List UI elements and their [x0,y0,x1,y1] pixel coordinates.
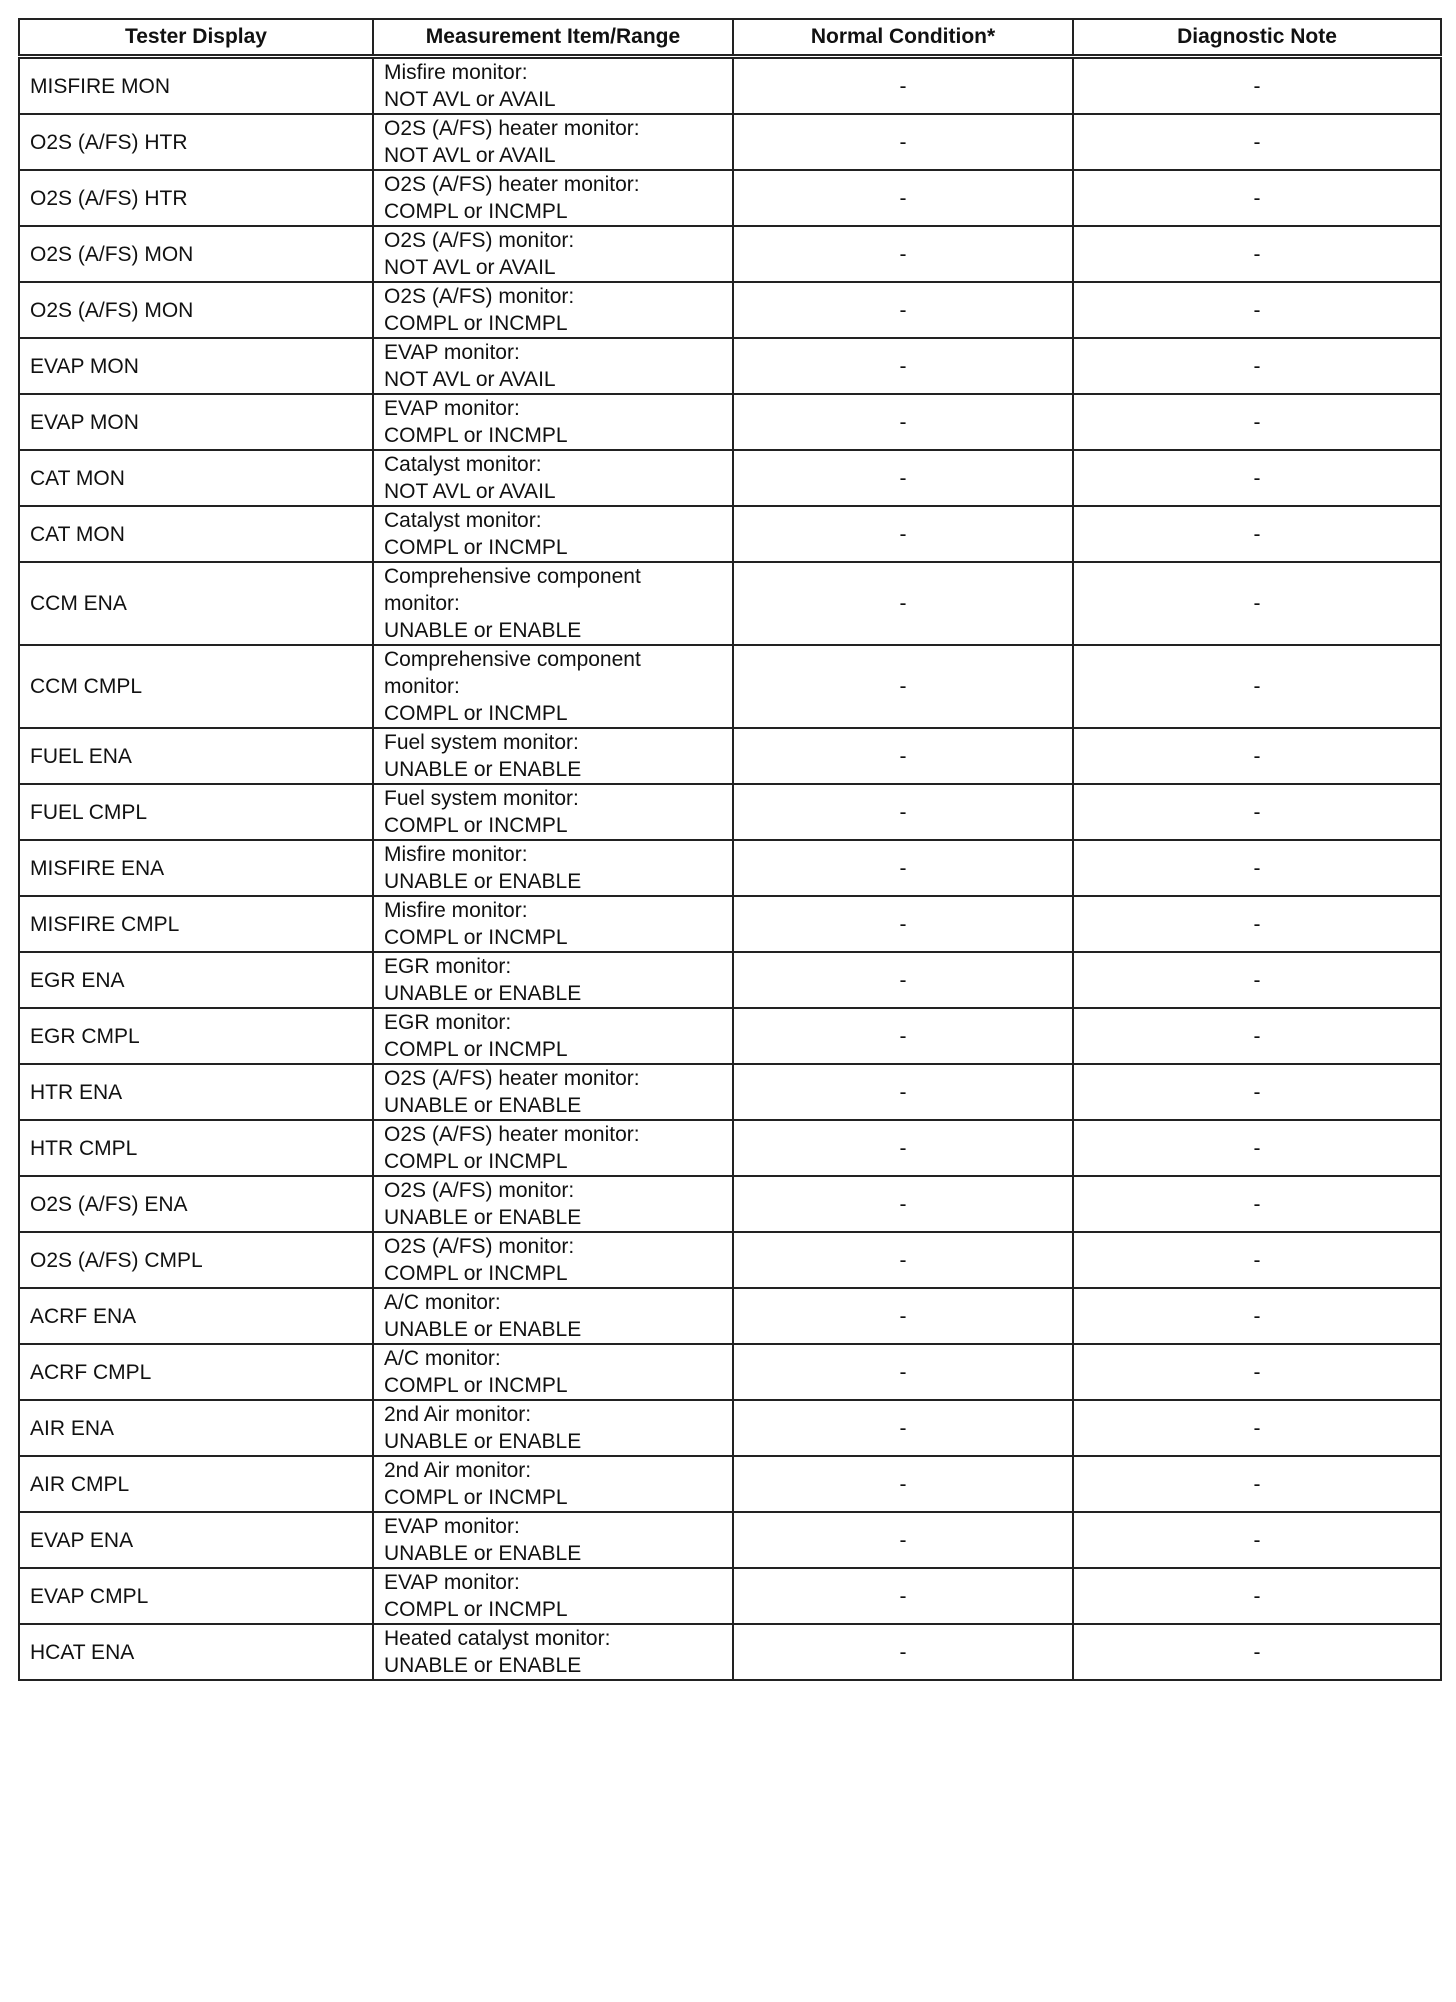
measurement-line: UNABLE or ENABLE [384,619,582,642]
table-row [19,645,1441,728]
header-measurement-item: Measurement Item/Range [373,19,733,57]
measurement-line: EVAP monitor: [384,1515,520,1538]
measurement-line: O2S (A/FS) monitor: [384,1179,575,1202]
table-row [19,1288,1441,1344]
measurement-line: UNABLE or ENABLE [384,1542,582,1565]
normal-condition-cell: - [733,1456,1073,1512]
tester-display-cell: ACRF ENA [19,1288,373,1344]
normal-condition-cell: - [733,952,1073,1008]
measurement-line: EGR monitor: [384,1011,512,1034]
tester-display-cell: HCAT ENA [19,1624,373,1680]
normal-condition-cell: - [733,506,1073,562]
table-row [19,1344,1441,1400]
table-row [19,57,1441,115]
measurement-line: UNABLE or ENABLE [384,1206,582,1229]
tester-display-cell: EVAP ENA [19,1512,373,1568]
table-body [19,57,1441,1681]
normal-condition-cell: - [733,1568,1073,1624]
measurement-line: Misfire monitor: [384,899,528,922]
tester-display-cell: MISFIRE ENA [19,840,373,896]
table-row [19,896,1441,952]
diagnostic-note-cell: - [1073,450,1441,506]
measurement-item-cell [373,1008,733,1064]
normal-condition-cell: - [733,1624,1073,1680]
measurement-item-cell [373,645,733,728]
measurement-line: 2nd Air monitor: [384,1459,532,1482]
table-row [19,114,1441,170]
measurement-item-cell [373,1512,733,1568]
normal-condition-cell: - [733,1064,1073,1120]
measurement-item-cell [373,338,733,394]
measurement-line: Heated catalyst monitor: [384,1627,611,1650]
table-row [19,226,1441,282]
tester-display-cell: FUEL ENA [19,728,373,784]
normal-condition-cell: - [733,1400,1073,1456]
diagnostic-note-cell: - [1073,1568,1441,1624]
tester-display-cell: MISFIRE CMPL [19,896,373,952]
measurement-line: UNABLE or ENABLE [384,758,582,781]
measurement-item-cell [373,728,733,784]
measurement-item-cell [373,1176,733,1232]
measurement-line: COMPL or INCMPL [384,814,568,837]
table-header-row [19,19,1441,57]
tester-display-cell: CAT MON [19,506,373,562]
tester-display-cell: CCM ENA [19,562,373,645]
measurement-line: Fuel system monitor: [384,787,579,810]
normal-condition-cell: - [733,226,1073,282]
measurement-line: EVAP monitor: [384,397,520,420]
measurement-line: UNABLE or ENABLE [384,982,582,1005]
normal-condition-cell: - [733,338,1073,394]
measurement-line: COMPL or INCMPL [384,1486,568,1509]
table-row [19,1568,1441,1624]
measurement-line: O2S (A/FS) monitor: [384,1235,575,1258]
diagnostic-note-cell: - [1073,896,1441,952]
diagnostic-note-cell: - [1073,1008,1441,1064]
measurement-line: COMPL or INCMPL [384,312,568,335]
measurement-item-cell [373,170,733,226]
normal-condition-cell: - [733,1288,1073,1344]
diagnostic-note-cell: - [1073,282,1441,338]
diagnostic-note-cell: - [1073,57,1441,115]
measurement-line: NOT AVL or AVAIL [384,480,556,503]
measurement-line: Fuel system monitor: [384,731,579,754]
measurement-item-cell [373,840,733,896]
measurement-item-cell [373,896,733,952]
measurement-item-cell [373,1624,733,1680]
measurement-line: UNABLE or ENABLE [384,1318,582,1341]
measurement-line: EVAP monitor: [384,1571,520,1594]
tester-display-cell: MISFIRE MON [19,57,373,115]
table-row [19,784,1441,840]
table-row [19,1176,1441,1232]
measurement-line: Misfire monitor: [384,843,528,866]
measurement-line: NOT AVL or AVAIL [384,256,556,279]
measurement-line: COMPL or INCMPL [384,1150,568,1173]
measurement-line: A/C monitor: [384,1291,501,1314]
diagnostic-note-cell: - [1073,506,1441,562]
diagnostic-note-cell: - [1073,840,1441,896]
measurement-line: O2S (A/FS) heater monitor: [384,117,640,140]
tester-display-cell: CCM CMPL [19,645,373,728]
table-row [19,450,1441,506]
measurement-item-cell [373,784,733,840]
normal-condition-cell: - [733,896,1073,952]
normal-condition-cell: - [733,170,1073,226]
tester-display-cell: O2S (A/FS) MON [19,226,373,282]
normal-condition-cell: - [733,784,1073,840]
normal-condition-cell: - [733,1176,1073,1232]
measurement-line: UNABLE or ENABLE [384,1094,582,1117]
normal-condition-cell: - [733,1120,1073,1176]
diagnostic-note-cell: - [1073,1456,1441,1512]
tester-display-cell: EVAP CMPL [19,1568,373,1624]
measurement-line: NOT AVL or AVAIL [384,144,556,167]
table-row [19,1064,1441,1120]
normal-condition-cell: - [733,728,1073,784]
table-row [19,1456,1441,1512]
measurement-line: UNABLE or ENABLE [384,870,582,893]
measurement-line: O2S (A/FS) monitor: [384,285,575,308]
measurement-item-cell [373,226,733,282]
tester-display-cell: HTR CMPL [19,1120,373,1176]
tester-display-cell: O2S (A/FS) HTR [19,114,373,170]
header-diagnostic-note: Diagnostic Note [1073,19,1441,57]
diagnostic-note-cell: - [1073,1232,1441,1288]
diagnostic-note-cell: - [1073,394,1441,450]
header-tester-display: Tester Display [19,19,373,57]
header-normal-condition: Normal Condition* [733,19,1073,57]
normal-condition-cell: - [733,840,1073,896]
tester-display-cell: ACRF CMPL [19,1344,373,1400]
measurement-line: UNABLE or ENABLE [384,1654,582,1677]
measurement-item-cell [373,506,733,562]
measurement-line: EVAP monitor: [384,341,520,364]
tester-display-cell: O2S (A/FS) ENA [19,1176,373,1232]
measurement-line: Comprehensive component [384,648,641,671]
tester-display-cell: EVAP MON [19,338,373,394]
normal-condition-cell: - [733,645,1073,728]
diagnostic-note-cell: - [1073,1064,1441,1120]
normal-condition-cell: - [733,57,1073,115]
diagnostic-note-cell: - [1073,1512,1441,1568]
normal-condition-cell: - [733,394,1073,450]
measurement-line: monitor: [384,675,460,698]
measurement-line: NOT AVL or AVAIL [384,88,556,111]
measurement-line: COMPL or INCMPL [384,1262,568,1285]
tester-display-cell: FUEL CMPL [19,784,373,840]
normal-condition-cell: - [733,1344,1073,1400]
tester-display-cell: O2S (A/FS) MON [19,282,373,338]
measurement-item-cell [373,952,733,1008]
diagnostic-note-cell: - [1073,1288,1441,1344]
normal-condition-cell: - [733,114,1073,170]
table-row [19,728,1441,784]
measurement-line: COMPL or INCMPL [384,1374,568,1397]
measurement-item-cell [373,394,733,450]
measurement-line: Misfire monitor: [384,61,528,84]
table-row [19,1400,1441,1456]
measurement-line: 2nd Air monitor: [384,1403,532,1426]
measurement-line: UNABLE or ENABLE [384,1430,582,1453]
table-row [19,1232,1441,1288]
normal-condition-cell: - [733,1008,1073,1064]
diagnostic-note-cell: - [1073,1344,1441,1400]
normal-condition-cell: - [733,282,1073,338]
normal-condition-cell: - [733,562,1073,645]
diagnostic-note-cell: - [1073,1176,1441,1232]
measurement-item-cell [373,114,733,170]
measurement-item-cell [373,1120,733,1176]
measurement-item-cell [373,1344,733,1400]
tester-display-cell: EGR CMPL [19,1008,373,1064]
tester-display-cell: AIR CMPL [19,1456,373,1512]
table-row [19,562,1441,645]
table-row [19,1008,1441,1064]
measurement-item-cell [373,1064,733,1120]
table-row [19,1512,1441,1568]
measurement-line: Catalyst monitor: [384,453,542,476]
measurement-line: NOT AVL or AVAIL [384,368,556,391]
table-row [19,952,1441,1008]
tester-display-cell: EVAP MON [19,394,373,450]
table-row [19,1120,1441,1176]
measurement-item-cell [373,450,733,506]
measurement-item-cell [373,1288,733,1344]
table-row [19,338,1441,394]
measurement-line: Catalyst monitor: [384,509,542,532]
measurement-item-cell [373,1456,733,1512]
table-row [19,1624,1441,1680]
measurement-line: COMPL or INCMPL [384,536,568,559]
tester-display-cell: EGR ENA [19,952,373,1008]
measurement-item-cell [373,282,733,338]
tester-display-cell: HTR ENA [19,1064,373,1120]
measurement-line: O2S (A/FS) heater monitor: [384,173,640,196]
normal-condition-cell: - [733,450,1073,506]
measurement-item-cell [373,1232,733,1288]
diagnostic-note-cell: - [1073,338,1441,394]
diagnostic-note-cell: - [1073,114,1441,170]
diagnostic-note-cell: - [1073,562,1441,645]
diagnostic-note-cell: - [1073,1624,1441,1680]
measurement-item-cell [373,1568,733,1624]
measurement-line: COMPL or INCMPL [384,424,568,447]
measurement-item-cell [373,57,733,115]
table-row [19,282,1441,338]
measurement-line: COMPL or INCMPL [384,200,568,223]
measurement-item-cell [373,1400,733,1456]
tester-display-cell: O2S (A/FS) CMPL [19,1232,373,1288]
measurement-line: COMPL or INCMPL [384,1598,568,1621]
diagnostic-note-cell: - [1073,226,1441,282]
table-row [19,170,1441,226]
measurement-line: EGR monitor: [384,955,512,978]
normal-condition-cell: - [733,1232,1073,1288]
measurement-line: O2S (A/FS) heater monitor: [384,1123,640,1146]
table-row [19,506,1441,562]
tester-display-cell: AIR ENA [19,1400,373,1456]
table-row [19,840,1441,896]
diagnostic-note-cell: - [1073,728,1441,784]
measurement-line: COMPL or INCMPL [384,1038,568,1061]
measurement-line: O2S (A/FS) monitor: [384,229,575,252]
measurement-line: Comprehensive component [384,565,641,588]
measurement-line: COMPL or INCMPL [384,702,568,725]
tester-display-cell: O2S (A/FS) HTR [19,170,373,226]
diagnostic-note-cell: - [1073,1120,1441,1176]
measurement-line: A/C monitor: [384,1347,501,1370]
diagnostic-note-cell: - [1073,952,1441,1008]
diagnostic-note-cell: - [1073,784,1441,840]
diagnostic-note-cell: - [1073,1400,1441,1456]
measurement-item-cell [373,562,733,645]
measurement-line: COMPL or INCMPL [384,926,568,949]
measurement-line: monitor: [384,592,460,615]
tester-data-table [18,18,1442,1681]
tester-display-cell: CAT MON [19,450,373,506]
measurement-line: O2S (A/FS) heater monitor: [384,1067,640,1090]
table-row [19,394,1441,450]
diagnostic-note-cell: - [1073,645,1441,728]
normal-condition-cell: - [733,1512,1073,1568]
diagnostic-note-cell: - [1073,170,1441,226]
